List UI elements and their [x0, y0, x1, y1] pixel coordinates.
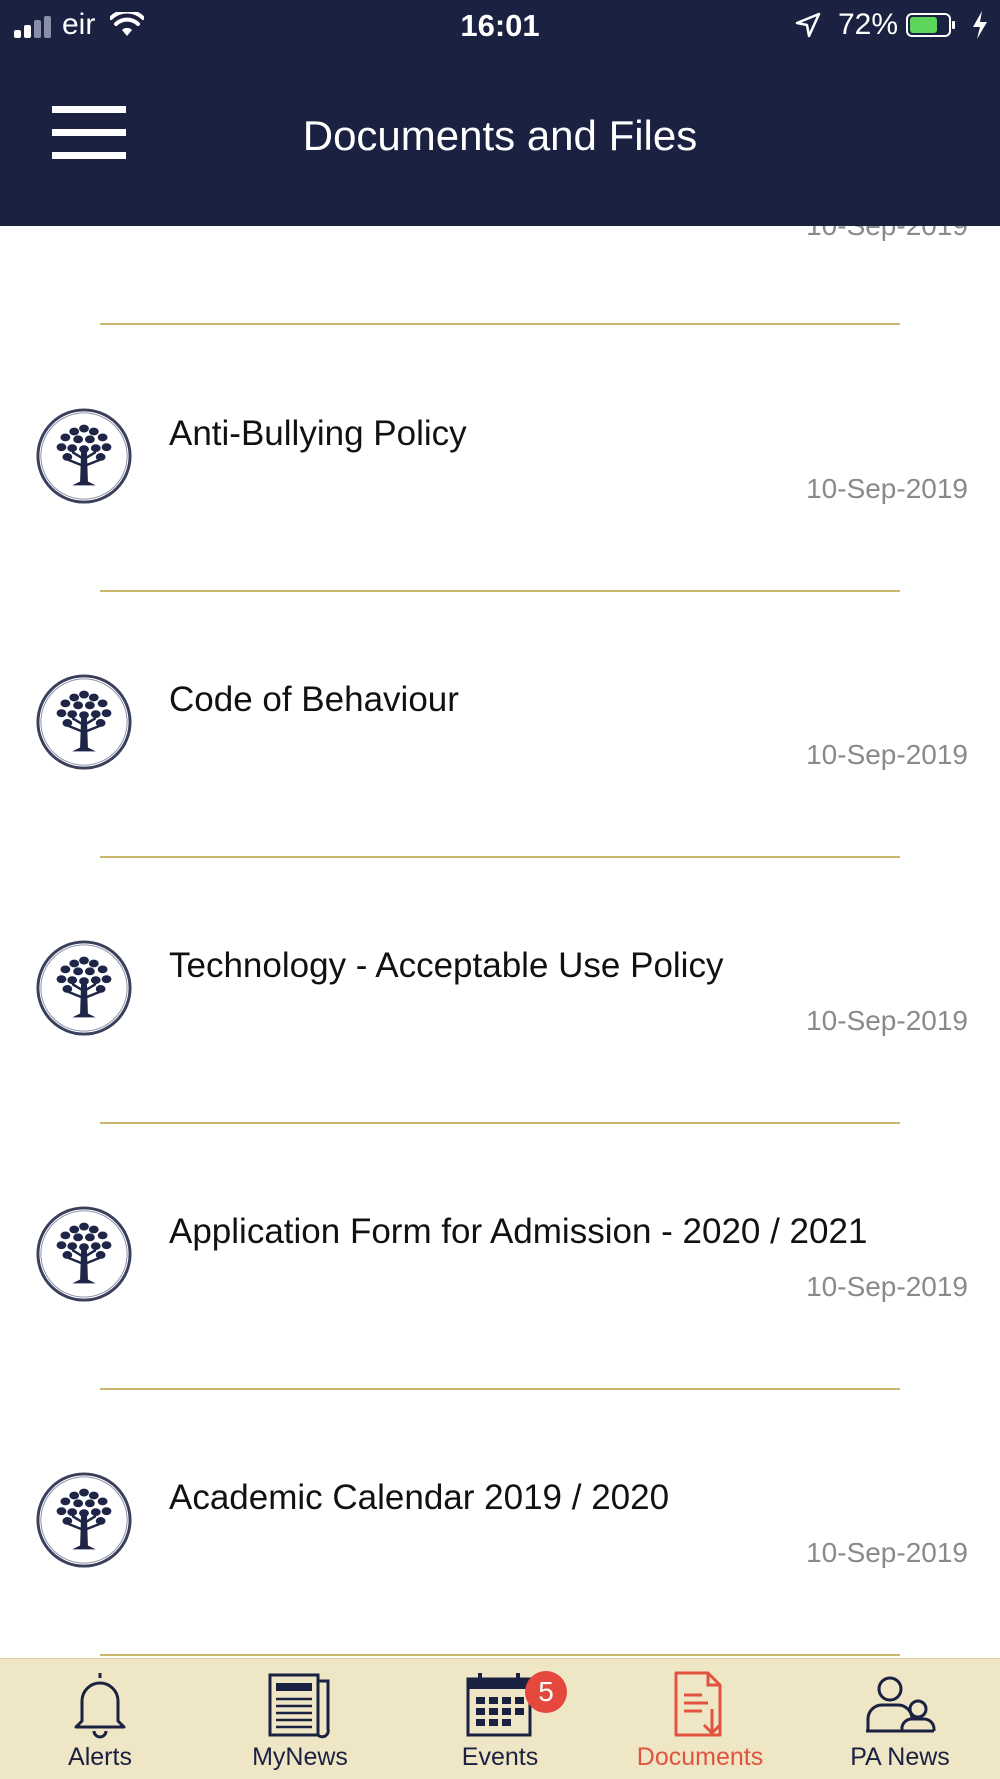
newspaper-icon — [262, 1669, 338, 1741]
list-item[interactable] — [0, 325, 1000, 591]
tab-label: PA News — [850, 1743, 950, 1771]
tab-pa-news[interactable] — [800, 1659, 1000, 1779]
location-arrow-icon — [795, 12, 821, 38]
list-item[interactable] — [0, 1123, 1000, 1389]
tab-mynews[interactable] — [200, 1659, 400, 1779]
calendar-icon — [462, 1669, 538, 1741]
tab-label: Alerts — [68, 1743, 132, 1771]
page-title: Documents and Files — [302, 112, 698, 159]
school-crest-icon — [35, 939, 133, 1037]
battery-percent: 72% — [838, 8, 899, 41]
bell-icon — [62, 1669, 138, 1741]
school-crest-icon — [35, 1205, 133, 1303]
document-title: Application Form for Admission - 2020 / 2021 — [169, 1212, 868, 1251]
list-item[interactable] — [0, 857, 1000, 1123]
school-crest-icon — [35, 1471, 133, 1569]
document-title: Code of Behaviour — [169, 680, 459, 719]
document-date: 10-Sep-2019 — [806, 739, 968, 770]
tab-label: Documents — [636, 1743, 764, 1771]
carrier-name: eir — [62, 8, 96, 41]
status-bar — [0, 0, 1000, 50]
clock-time: 16:01 — [460, 8, 540, 43]
school-crest-icon — [35, 673, 133, 771]
events-badge: 5 — [525, 1671, 567, 1713]
tab-label: MyNews — [252, 1743, 348, 1771]
list-item[interactable] — [0, 1389, 1000, 1655]
tab-label: Events — [461, 1743, 539, 1771]
tab-documents[interactable] — [600, 1659, 800, 1779]
divider — [100, 1654, 900, 1656]
document-title: Anti-Bullying Policy — [169, 414, 467, 453]
people-icon — [862, 1669, 938, 1741]
list-item[interactable] — [0, 591, 1000, 857]
app-header — [0, 0, 1000, 226]
document-date: 10-Sep-2019 — [806, 1271, 968, 1302]
bottom-tab-bar — [0, 1658, 1000, 1779]
document-date: 10-Sep-2019 — [806, 1537, 968, 1568]
document-title: Academic Calendar 2019 / 2020 — [169, 1478, 670, 1517]
tab-alerts[interactable] — [0, 1659, 200, 1779]
school-crest-icon — [35, 407, 133, 505]
document-title: Technology - Acceptable Use Policy — [169, 946, 724, 985]
document-date: 10-Sep-2019 — [806, 1005, 968, 1036]
battery-icon — [906, 13, 956, 37]
document-date: 10-Sep-2019 — [806, 473, 968, 504]
tab-events[interactable] — [400, 1659, 600, 1779]
charging-bolt-icon — [970, 10, 990, 40]
document-download-icon — [662, 1669, 738, 1741]
